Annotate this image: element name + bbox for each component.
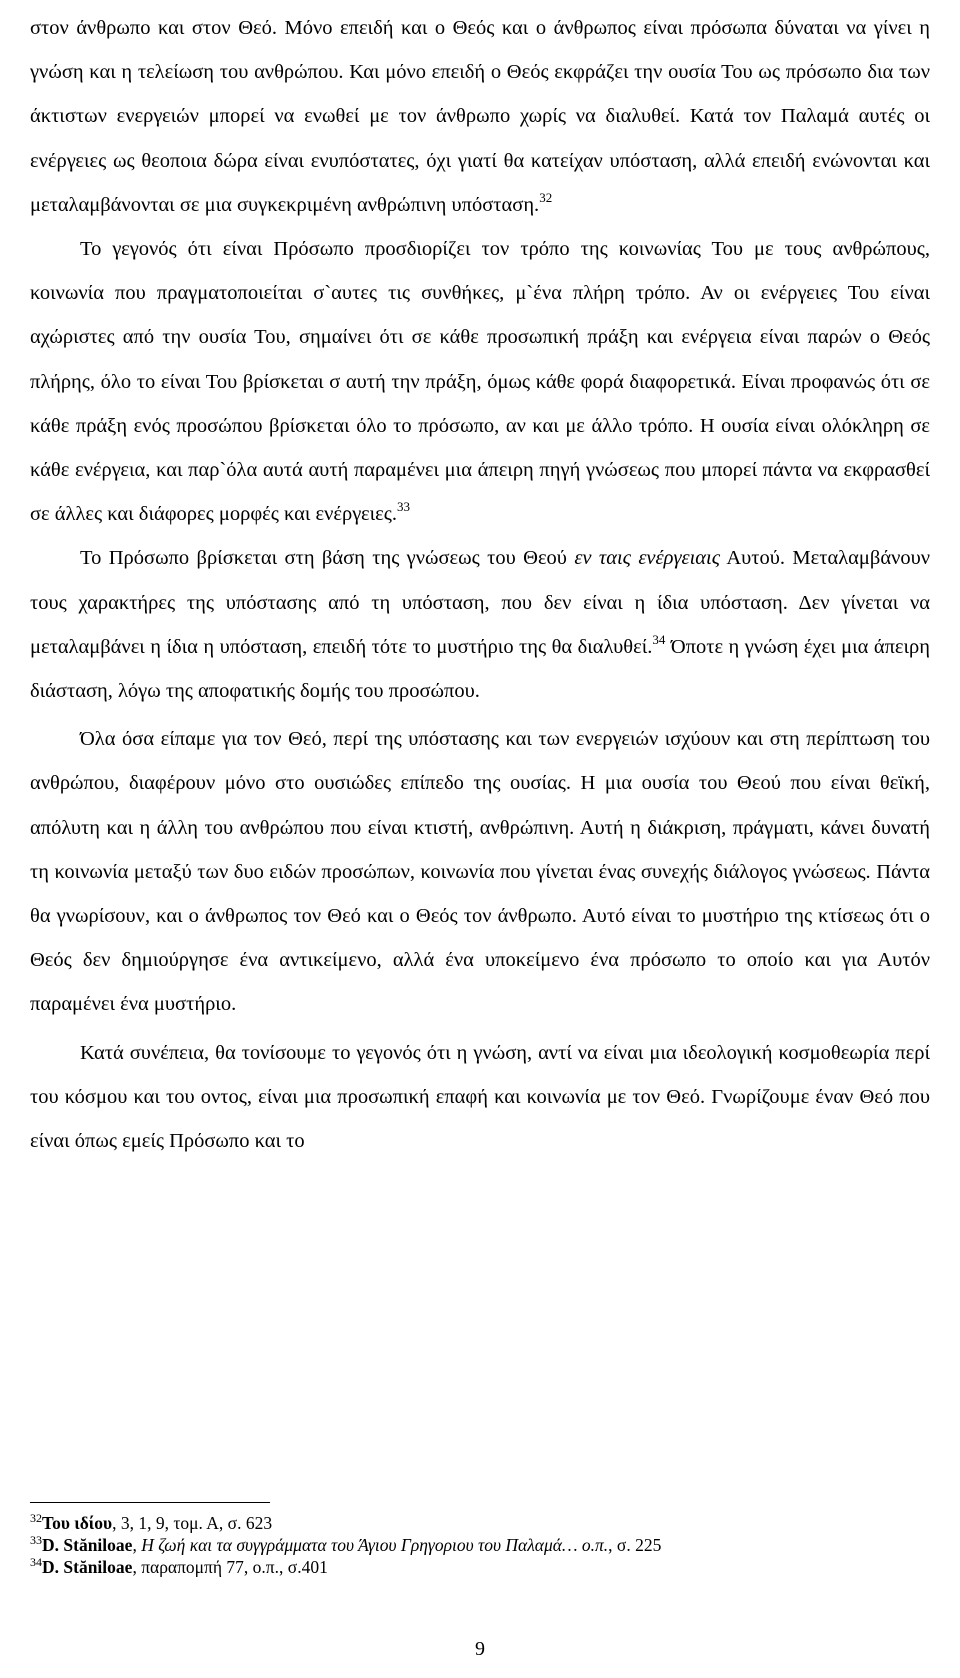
footnote-title: Η ζωή και τα συγγράμματα του Άγιου Γρηγοριου του Παλαμά… ο.π. bbox=[141, 1535, 609, 1555]
paragraph-1-text: στον άνθρωπο και στον Θεό. Μόνο επειδή και ο Θεός και ο άνθρωπος είναι πρόσωπα δύναται να γίνει η γνώση και η τελείωση του ανθρώπου. Και μόνο επειδή ο Θεός εκφράζει την ουσία Του ως πρόσωπο δια των άκτιστων ενεργειών μπορεί να ενωθεί με τον άνθρωπο χωρίς να διαλυθεί. Κατά τον Παλαμά αυτές οι ενέργειες ως θεοποια δώρα είναι ενυπόστατες, όχι γιατί θα κατείχαν υπόσταση, αλλά επειδή ενώνονται και μεταλαμβάνονται σε μια συγκεκριμένη ανθρώπινη υπόσταση. bbox=[30, 17, 930, 216]
footnote-32 bbox=[30, 1512, 930, 1534]
paragraph-3 bbox=[30, 536, 930, 713]
footnote-author: Του ιδίου bbox=[42, 1513, 113, 1533]
paragraph-4-text: Όλα όσα είπαμε για τον Θεό, περί της υπόστασης και των ενεργειών ισχύουν και στη περίπτωση του ανθρώπου, διαφέρουν μόνο στο ουσιώδες επίπεδο της ουσίας. Η μια ουσία του Θεού που είναι θεϊκή, απόλυτη και η άλλη του ανθρώπου που είναι κτιστή, ανθρώπινη. Αυτή η διάκριση, πράγματι, κάνει δυνατή τη κοινωνία μεταξύ των δυο ειδών προσώπων, κοινωνία που γίνεται ένας συνεχής διάλογος γνώσεως. Πάντα θα γνωρίσουν, και ο άνθρωπος τον Θεό και ο Θεός τον άνθρωπο. Αυτό είναι το μυστήριο της κτίσεως ότι ο Θεός δεν δημιούργησε ένα αντικείμενο, αλλά ένα υποκείμενο ένα πρόσωπο το οποίο και για Αυτόν παραμένει ένα μυστήριο. bbox=[30, 728, 930, 1016]
footnote-text: , 3, 1, 9, τομ. Α, σ. 623 bbox=[112, 1513, 273, 1533]
footnote-number: 33 bbox=[30, 1533, 42, 1547]
footnote-33 bbox=[30, 1534, 930, 1556]
paragraph-5 bbox=[30, 1031, 930, 1164]
footnote-34 bbox=[30, 1556, 930, 1578]
footnote-tail: , σ. 225 bbox=[608, 1535, 662, 1555]
page-number: 9 bbox=[475, 1638, 485, 1660]
paragraph-3-text-c: Όποτε η γνώση έχει μια άπειρη διάσταση, λόγω της αποφατικής δομής του προσώπου. bbox=[30, 635, 931, 703]
paragraph-1 bbox=[30, 6, 930, 227]
paragraph-3-text-b: Αυτού. Μεταλαμβάνουν τους χαρακτήρες της υπόστασης από τη υπόσταση, που δεν είναι η ίδια υπόσταση. Δεν γίνεται να μεταλαμβάνει η ίδια η υπόσταση, επειδή τότε το μυστήριο της θα διαλυθεί. bbox=[30, 547, 931, 658]
footnote-author: D. Stăniloae bbox=[42, 1557, 133, 1577]
paragraph-2-text: Το γεγονός ότι είναι Πρόσωπο προσδιορίζει τον τρόπο της κοινωνίας Του με τους ανθρώπους, κοινωνία που πραγματοποιείται σ`αυτες τις συνθήκες, μ`ένα πλήρη τρόπο. Αν οι ενέργειες Του είναι αχώριστες από την ουσία Του, σημαίνει ότι σε κάθε προσωπική πράξη και ενέργεια είναι παρών ο Θεός πλήρης, όλο το είναι Του βρίσκεται σ αυτή την πράξη, όμως κάθε φορά διαφορετικά. Είναι προφανώς ότι σε κάθε πράξη ενός προσώπου βρίσκεται όλο το πρόσωπο, αν και με άλλο τρόπο. Η ουσία είναι ολόκληρη σε κάθε ενέργεια, και παρ`όλα αυτά αυτή παραμένει μια άπειρη πηγή γνώσεως που μπορεί πάντα να εκφρασθεί σε άλλες και διάφορες μορφές και ενέργειες. bbox=[30, 238, 930, 526]
paragraph-4 bbox=[30, 717, 930, 1026]
paragraph-3-text-a: Το Πρόσωπο βρίσκεται στη βάση της γνώσεως του Θεού bbox=[80, 547, 567, 570]
footnote-number: 32 bbox=[30, 1511, 42, 1525]
footnote-ref-32[interactable]: 32 bbox=[539, 189, 553, 205]
footnote-ref-33[interactable]: 33 bbox=[396, 499, 410, 515]
paragraph-2 bbox=[30, 227, 930, 536]
footnote-ref-34[interactable]: 34 bbox=[652, 631, 666, 647]
footnote-author: D. Stăniloae bbox=[42, 1535, 133, 1555]
footnote-text: , παραπομπή 77, ο.π., σ.401 bbox=[132, 1557, 328, 1577]
footnote-text: , bbox=[132, 1535, 142, 1555]
paragraph-3-italic: εν ταις ενέργειαις bbox=[574, 547, 721, 570]
footnote-number: 34 bbox=[30, 1555, 42, 1569]
body-text bbox=[30, 6, 930, 1163]
footnote-separator bbox=[30, 1502, 270, 1503]
paragraph-5-text: Κατά συνέπεια, θα τονίσουμε το γεγονός ότι η γνώση, αντί να είναι μια ιδεολογική κοσμοθεωρία περί του κόσμου και του οντος, είναι μια προσωπική επαφή και κοινωνία με τον Θεό. Γνωρίζουμε έναν Θεό που είναι όπως εμείς Πρόσωπο και το bbox=[30, 1041, 930, 1153]
footnotes bbox=[30, 1512, 930, 1578]
